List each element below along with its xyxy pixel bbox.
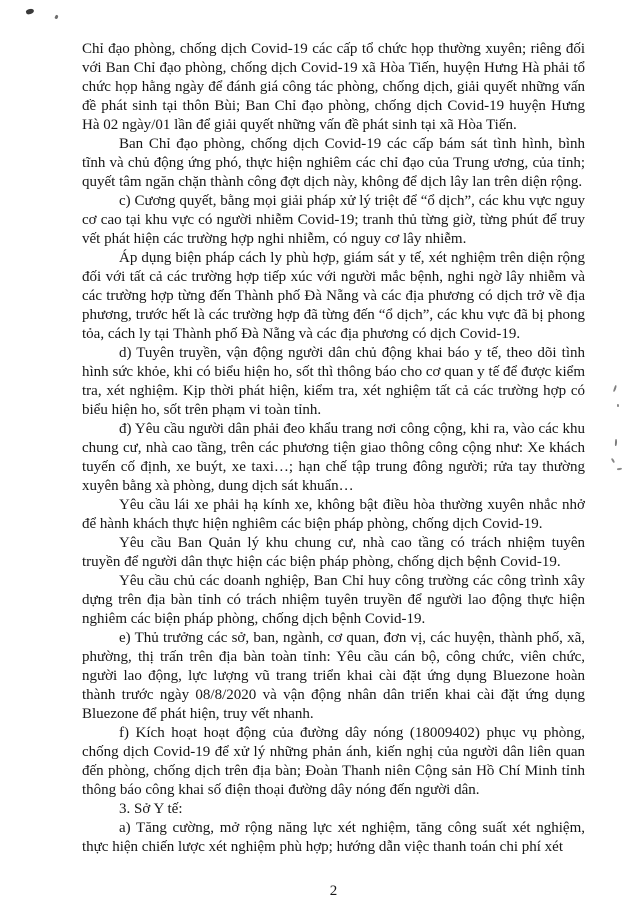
doc-paragraph: 3. Sở Y tế:	[119, 801, 183, 817]
doc-paragraph: a) Tăng cường, mở rộng năng lực xét nghiệm, tăng công suất xét nghiệm, thực hiện chiến lược xét nghiệm phù hợp; hướng dẫn việc thanh toán chi phí xét	[82, 820, 585, 855]
doc-paragraph: đ) Yêu cầu người dân phải đeo khẩu trang nơi công cộng, khi ra, vào các khu chung cư, nhà cao tầng, trên các phương tiện giao thông công cộng như: Xe khách tuyến cố định, xe buýt, xe taxi…; hạn chế tập trung đông người; rửa tay thường xuyên bằng xà phòng, dung dịch sát khuẩn…	[82, 421, 585, 494]
doc-paragraph: Yêu cầu Ban Quản lý khu chung cư, nhà cao tầng có trách nhiệm tuyên truyền để người dân thực hiện các biện pháp phòng, chống dịch bệnh Covid-19.	[82, 535, 585, 570]
ink-speck	[54, 15, 58, 20]
ink-speck	[25, 8, 34, 15]
doc-paragraph: Áp dụng biện pháp cách ly phù hợp, giám sát y tế, xét nghiệm trên diện rộng đối với tất cả các trường hợp tiếp xúc với người mắc bệnh, nghi ngờ lây nhiễm và các trường hợp từng đến Thành phố Đà Nẵng và các địa phương có dịch trở về địa phương, trước hết là các trường hợp đã từng đến “ổ dịch”, các khu vực đã bị phong tỏa, cách ly tại Thành phố Đà Nẵng và các địa phương có dịch Covid-19.	[82, 250, 585, 342]
doc-paragraph: f) Kích hoạt hoạt động của đường dây nóng (18009402) phục vụ phòng, chống dịch Covid-19 để xử lý những phản ánh, kiến nghị của người dân liên quan đến phòng, chống dịch trên địa bàn; Đoàn Thanh niên Cộng sản Hồ Chí Minh tỉnh thông báo công khai số điện thoại đường dây nóng đến người dân.	[82, 725, 585, 798]
doc-paragraph: c) Cương quyết, bằng mọi giải pháp xử lý triệt để “ổ dịch”, các khu vực nguy cơ cao tại khu vực có người nhiễm Covid-19; tranh thủ từng giờ, từng phút để truy vết phát hiện các trường hợp nghi nhiễm, có nguy cơ lây nhiễm.	[82, 193, 585, 247]
ink-speck	[615, 439, 617, 446]
ink-speck	[617, 468, 622, 471]
document-body	[82, 40, 585, 857]
doc-paragraph: Yêu cầu lái xe phải hạ kính xe, không bật điều hòa thường xuyên nhắc nhở để hành khách thực hiện nghiêm các biện pháp phòng, chống dịch Covid-19.	[82, 497, 585, 532]
ink-speck	[613, 385, 617, 392]
page-number: 2	[329, 883, 338, 899]
doc-paragraph: Ban Chỉ đạo phòng, chống dịch Covid-19 các cấp bám sát tình hình, bình tĩnh và chủ động ứng phó, thực hiện nghiêm các chỉ đạo của Trung ương, của tỉnh; quyết tâm ngăn chặn thành công đợt dịch này, không để dịch lây lan trên diện rộng.	[82, 136, 585, 190]
doc-paragraph: d) Tuyên truyền, vận động người dân chủ động khai báo y tế, theo dõi tình hình sức khỏe, khi có biểu hiện ho, sốt thì thông báo cho cơ quan y tế để được kiểm tra, xét nghiệm. Kịp thời phát hiện, kiểm tra, xét nghiệm tất cả các trường hợp có biểu hiện ho, sốt trên phạm vi toàn tỉnh.	[82, 345, 585, 418]
doc-paragraph: Chỉ đạo phòng, chống dịch Covid-19 các cấp tổ chức họp thường xuyên; riêng đối với Ban Chỉ đạo phòng, chống dịch Covid-19 xã Hòa Tiến, huyện Hưng Hà phải tổ chức họp hằng ngày để đánh giá công tác phòng, chống dịch, giải quyết những vấn đề phát sinh tại thôn Bùi; Ban Chỉ đạo phòng, chống dịch Covid-19 huyện Hưng Hà 02 ngày/01 lần để giải quyết những vấn đề phát sinh tại xã Hòa Tiến.	[82, 41, 585, 133]
doc-paragraph: Yêu cầu chủ các doanh nghiệp, Ban Chỉ huy công trường các công trình xây dựng trên địa bàn tỉnh có trách nhiệm tuyên truyền để người lao động thực hiện nghiêm các biện pháp phòng, chống dịch bệnh Covid-19.	[82, 573, 585, 627]
doc-paragraph: e) Thủ trưởng các sở, ban, ngành, cơ quan, đơn vị, các huyện, thành phố, xã, phường, thị trấn trên địa bàn toàn tỉnh: Yêu cầu cán bộ, công chức, viên chức, người lao động, lực lượng vũ trang triển khai cài đặt ứng dụng Bluezone hoàn thành trước ngày 08/8/2020 và vận động nhân dân triển khai cài đặt ứng dụng Bluezone để phát hiện, truy vết nhanh.	[82, 630, 585, 722]
ink-speck	[611, 458, 615, 463]
ink-speck	[617, 404, 619, 407]
